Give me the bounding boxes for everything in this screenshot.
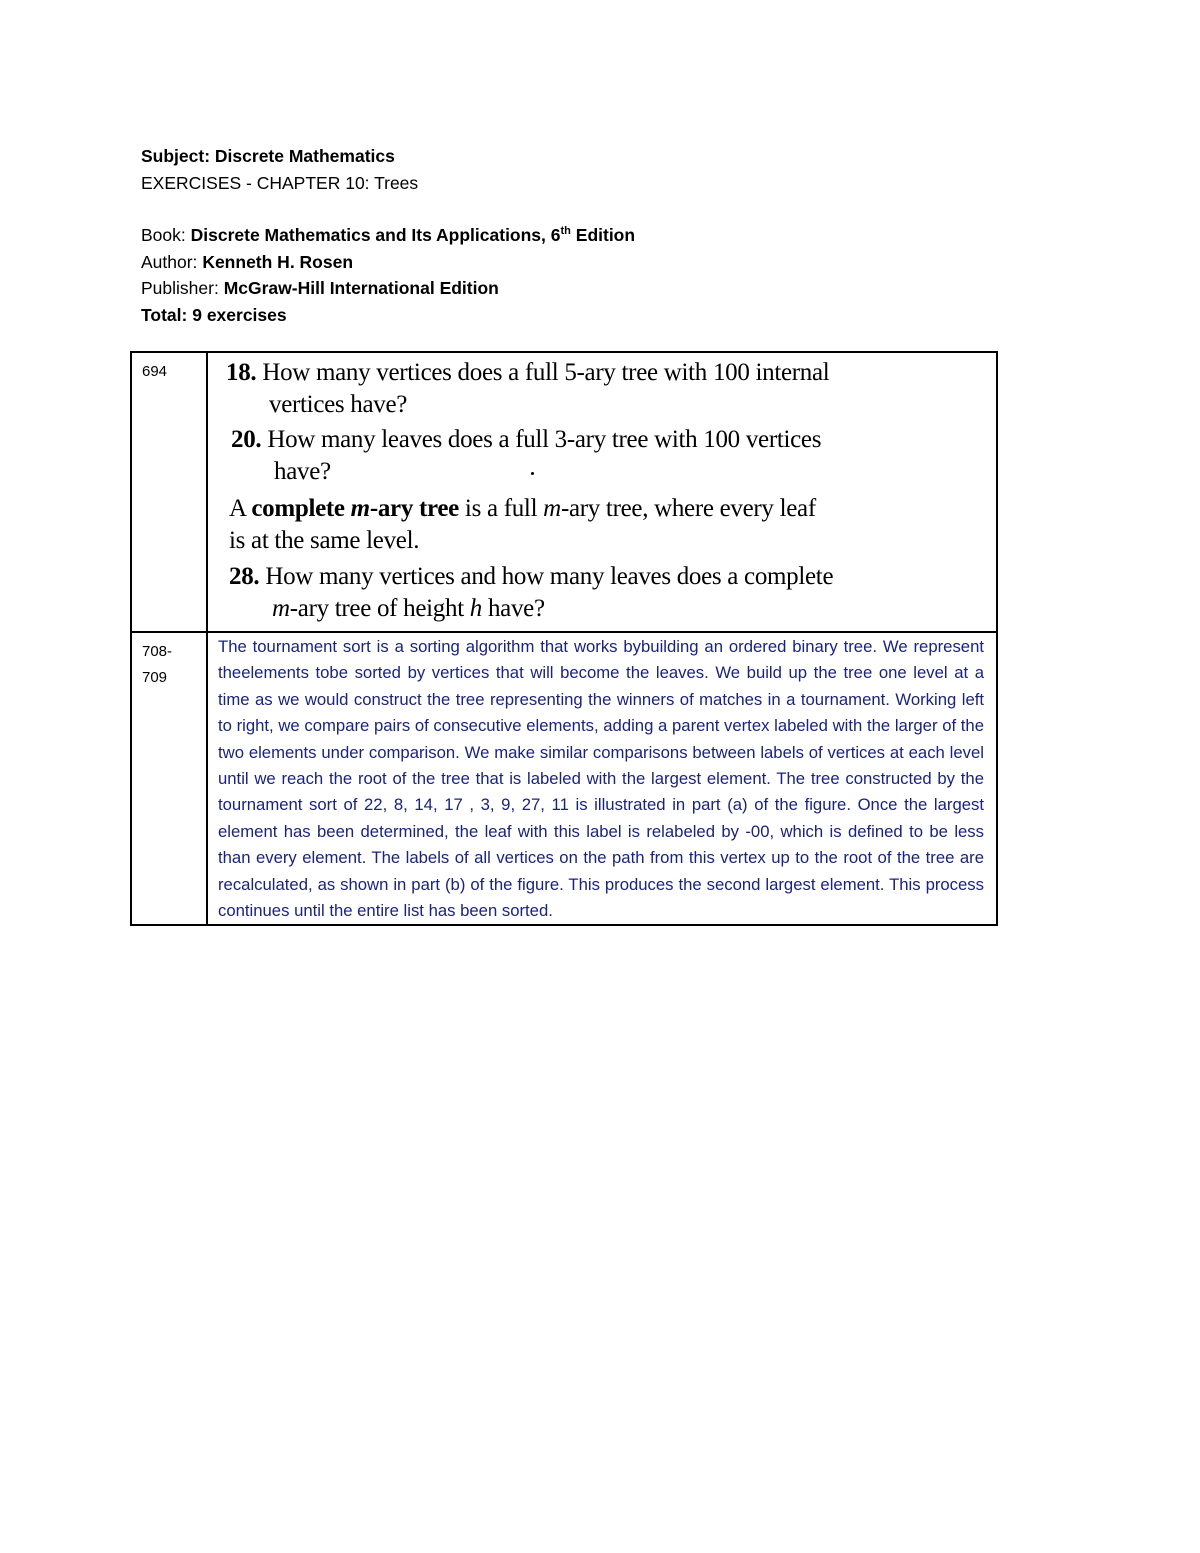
definition-m2: m	[543, 495, 561, 522]
publisher-line	[141, 275, 635, 302]
page-number-cell	[131, 632, 207, 925]
exercises-table	[130, 351, 998, 926]
total-value: 9 exercises	[192, 304, 287, 325]
book-label: Book:	[141, 225, 186, 245]
book-value: Discrete Mathematics and Its Applications, 6	[190, 225, 561, 245]
book-edition-suffix: Edition	[570, 225, 636, 245]
question-number: 20.	[231, 426, 262, 453]
author-label: Author:	[141, 251, 198, 272]
question-20	[226, 424, 986, 488]
question-text: How many vertices does a full 5-ary tree with 100 internal	[262, 359, 830, 386]
question-m: m	[272, 595, 290, 622]
question-28	[226, 561, 986, 625]
definition-mid: is a full	[464, 495, 538, 522]
question-text: How many vertices and how many leaves does a complete	[265, 563, 834, 590]
definition-m: m	[350, 495, 370, 522]
question-text: How many leaves does a full 3-ary tree with 100 vertices	[267, 426, 822, 453]
question-end: have?	[487, 595, 545, 622]
page-number: 694	[142, 363, 168, 380]
subject-line	[141, 143, 635, 170]
page-number: 708-709	[142, 643, 173, 686]
table-row	[131, 352, 997, 632]
total-label: Total:	[141, 304, 188, 325]
book-edition-sup: th	[560, 225, 571, 238]
definition-term: complete	[251, 495, 345, 522]
definition-text-cont: is at the same level.	[229, 527, 420, 554]
question-18	[226, 357, 986, 421]
scanned-questions-cell	[207, 352, 997, 632]
subject-label: Subject:	[141, 146, 211, 166]
document-header	[141, 143, 635, 328]
definition-rest: -ary tree, where every leaf	[560, 495, 816, 522]
total-line	[141, 302, 635, 329]
tournament-sort-description: The tournament sort is a sorting algorithm that works bybuilding an ordered binary tree. We represent theelements tobe sorted by vertices that will become the leaves. We build up the tree one level at a time as we would construct the tree representing the winners of matches in a tournament. Working left to right, we compare pairs of consecutive elements, adding a parent vertex labeled with the larger of the two elements under comparison. We make similar comparisons between labels of vertices at each level until we reach the root of the tree that is labeled with the largest element. The tree constructed by the tournament sort of 22, 8, 14, 17 , 3, 9, 27, 11 is illustrated in part (a) of the figure. Once the largest element has been determined, the leaf with this label is relabeled by -00, which is defined to be less than every element. The labels of all vertices on the path from this vertex up to the root of the tree are recalculated, as shown in part (b) of the figure. This produces the second largest element. This process continues until the entire list has been sorted.	[207, 632, 997, 925]
table-row	[131, 632, 997, 925]
question-number: 28.	[229, 563, 260, 590]
question-mid: -ary tree of height	[289, 595, 464, 622]
subject-value: Discrete Mathematics	[214, 146, 395, 166]
publisher-label: Publisher:	[141, 278, 219, 298]
publisher-value: McGraw-Hill International Edition	[223, 278, 499, 298]
definition-term-suffix: -ary tree	[369, 495, 459, 522]
exercises-title: EXERCISES - CHAPTER 10: Trees	[141, 172, 419, 193]
author-line	[141, 249, 635, 276]
book-line	[141, 222, 635, 249]
definition-article: A	[229, 495, 246, 522]
question-number: 18.	[226, 359, 257, 386]
question-text-cont: vertices have?	[269, 391, 408, 418]
definition-complete-mary	[226, 493, 986, 557]
question-h: h	[469, 595, 482, 622]
question-text-cont: have?	[274, 458, 331, 485]
page-number-cell	[131, 352, 207, 632]
scan-speck	[531, 472, 534, 475]
exercises-line	[141, 170, 635, 197]
author-value: Kenneth H. Rosen	[202, 251, 354, 272]
